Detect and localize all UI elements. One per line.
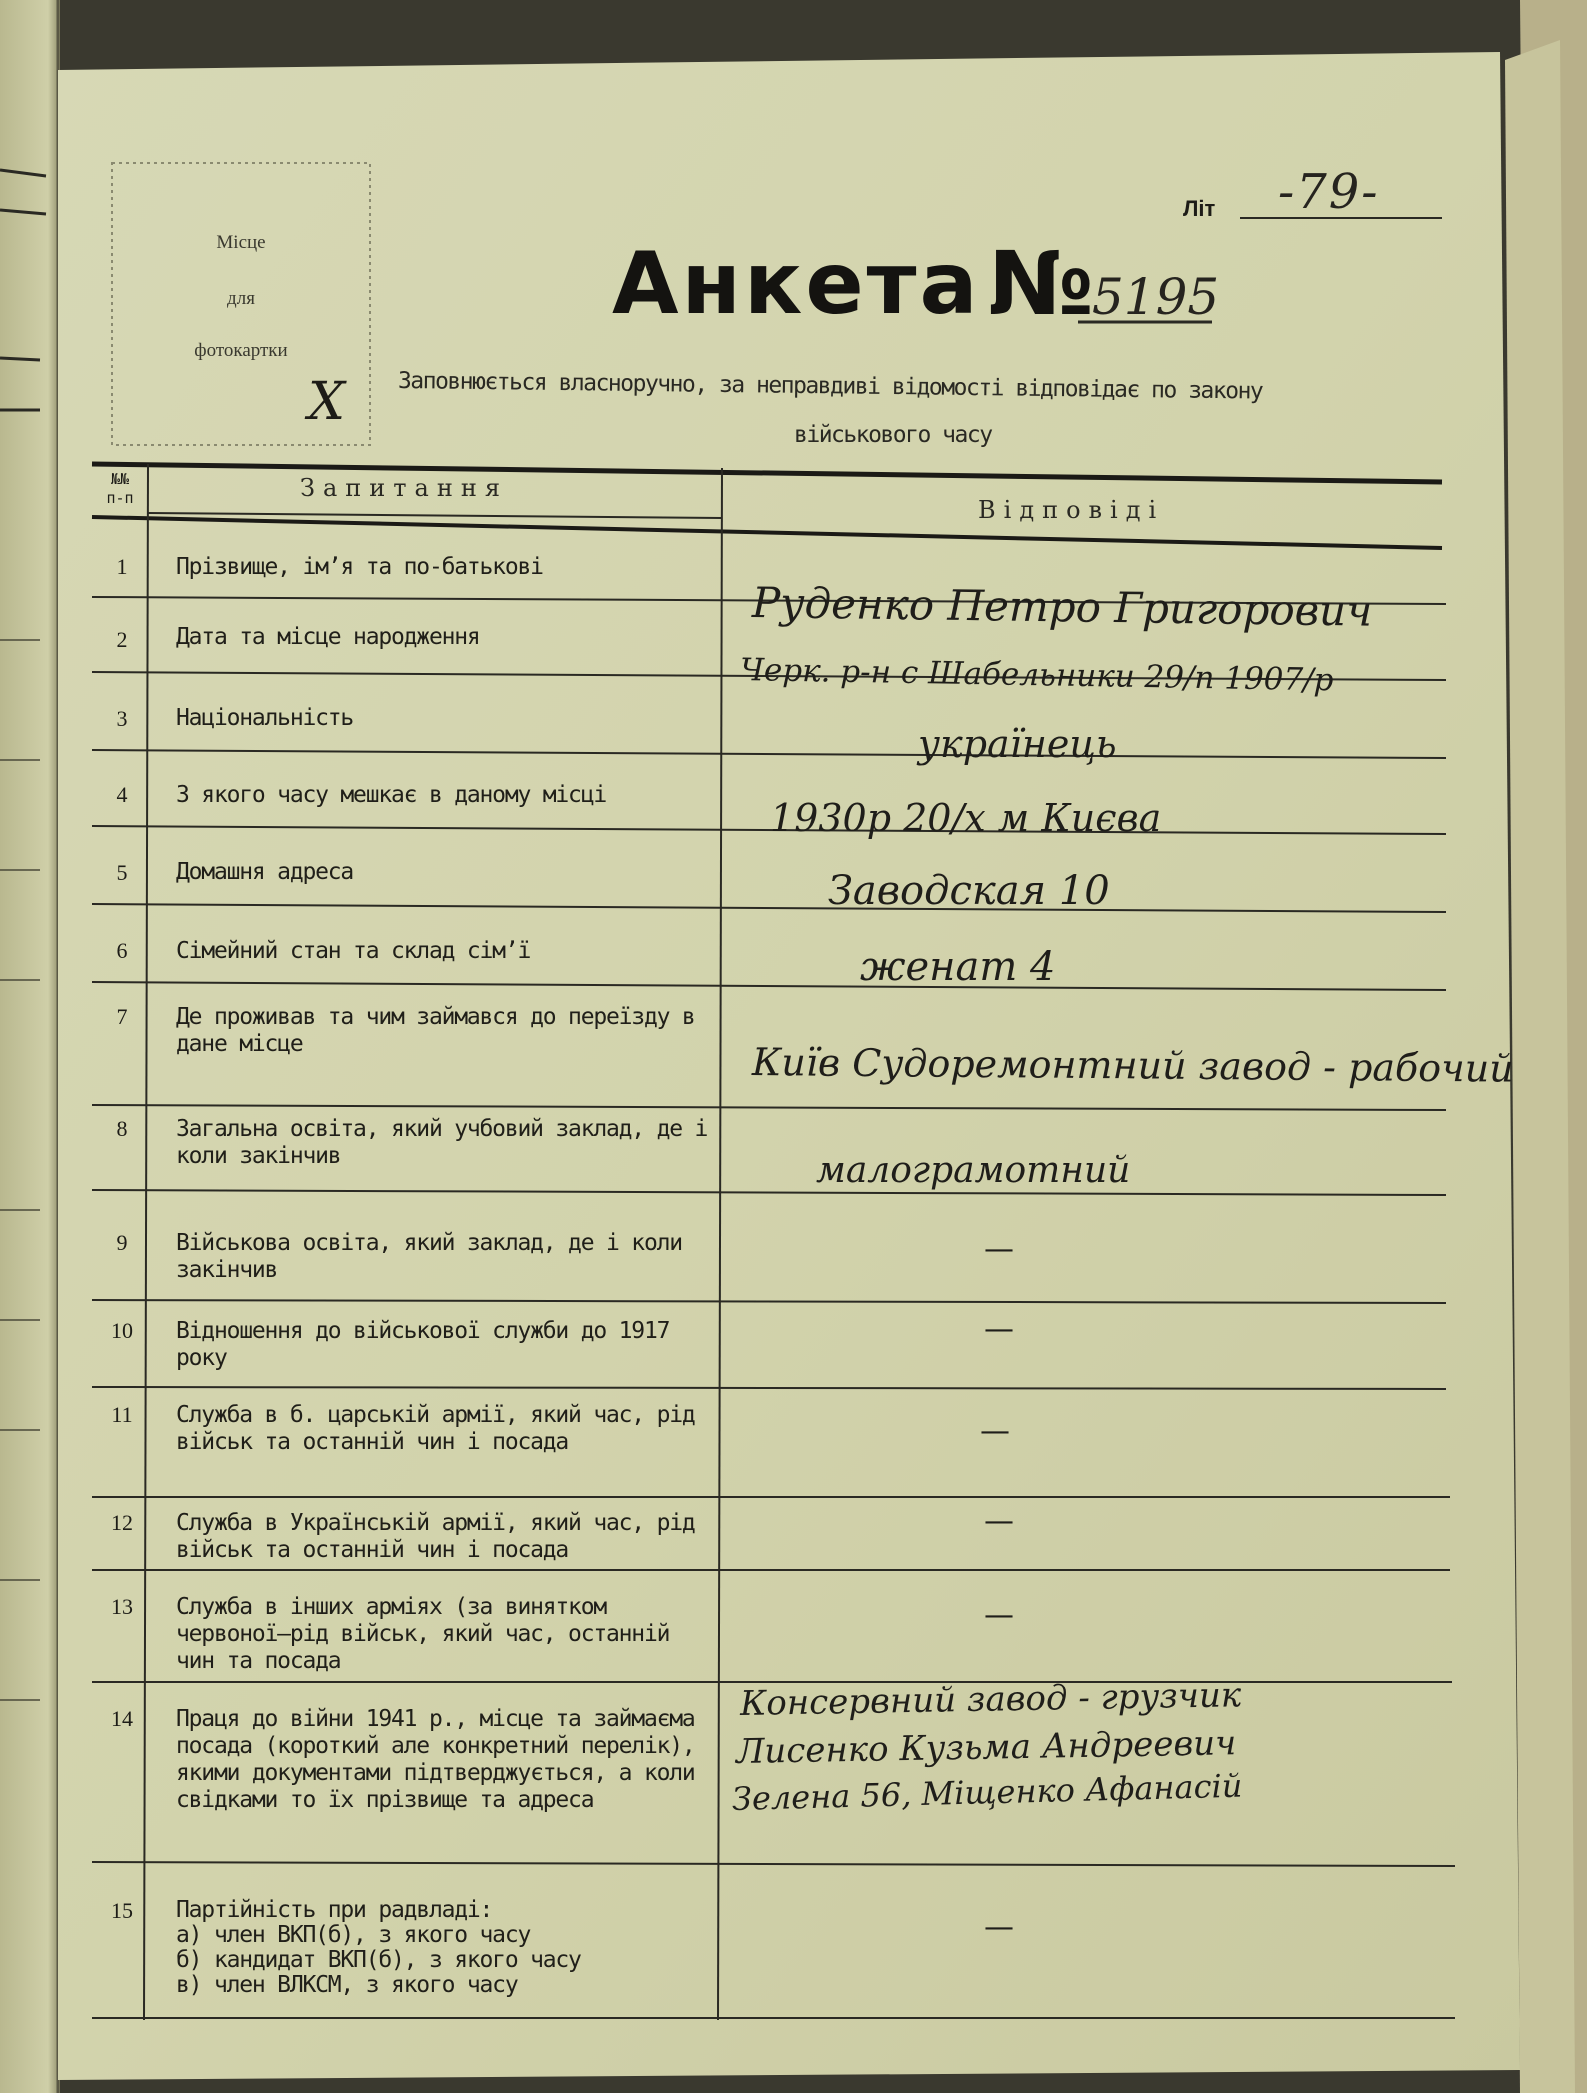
answer-line-2: Лисенко Кузьма Андреевич — [735, 1723, 1237, 1772]
question-text: Військова освіта, який заклад, де і коли закінчив — [176, 1230, 682, 1283]
row-number: 9 — [116, 1230, 128, 1255]
answer-dash: — — [984, 1504, 1014, 1539]
question-text: Сімейний стан та склад сімʼї — [176, 938, 531, 964]
lit-value: -79- — [1278, 164, 1380, 220]
photo-box-label-1: Місце — [216, 232, 266, 253]
form-number: 5195 — [1092, 268, 1220, 326]
photo-box-label-2: для — [227, 288, 255, 309]
header-num: №№ п-п — [106, 470, 134, 507]
answer-text: Черк. р-н с Шабельники 29/п 1907/р — [739, 652, 1334, 699]
question-text: Партійність при радвладі: а) член ВКП(б), з якого часу б) кандидат ВКП(б), з якого часу в) член ВЛКСМ, з якого часу — [176, 1897, 581, 1998]
row-number: 4 — [116, 782, 128, 807]
question-text: Де проживав та чим займався до переїзду в дане місце — [176, 1004, 695, 1057]
question-text: З якого часу мешкає в даному місці — [176, 782, 607, 808]
answer-text: Руденко Петро Григорович — [751, 578, 1373, 636]
header-answers: Відповіді — [978, 496, 1165, 524]
question-text: Національність — [176, 705, 354, 731]
photo-box-label-3: фотокартки — [194, 340, 288, 361]
answer-dash: — — [980, 1414, 1010, 1449]
form-title: Анкета — [612, 234, 981, 334]
row-number: 6 — [116, 938, 128, 963]
answer-line-1: Консервний завод - грузчик — [739, 1675, 1242, 1724]
answer-text: женат 4 — [860, 944, 1056, 990]
answer-text: Заводская 10 — [828, 868, 1110, 914]
question-text: Праця до війни 1941 р., місце та займаєма посада (короткий але конкретний перелік), якими документами підтверджується, а коли свідками то їх прізвище та адреса — [176, 1706, 695, 1813]
lit-label: Літ — [1183, 196, 1216, 221]
row-number: 2 — [116, 627, 128, 652]
row-number: 11 — [111, 1402, 133, 1427]
answer-text: Київ Судоремонтний завод - рабочий — [751, 1040, 1514, 1091]
answer-dash: — — [984, 1312, 1014, 1347]
answer-text: 1930р 20/х м Києва — [770, 796, 1162, 840]
row-number: 13 — [111, 1594, 133, 1619]
answer-dash: — — [984, 1598, 1014, 1633]
answer-dash: — — [984, 1232, 1014, 1267]
photo-box-mark: X — [308, 372, 346, 432]
row-number: 14 — [111, 1706, 133, 1731]
row-number: 10 — [111, 1318, 133, 1343]
answer-dash: — — [984, 1910, 1014, 1945]
question-text: Відношення до військової служби до 1917 року — [176, 1318, 670, 1371]
question-text: Служба в Українській армії, який час, рід військ та останній чин і посада — [176, 1510, 695, 1563]
row-number: 8 — [116, 1116, 128, 1141]
answer-line-3: Зелена 56, Міщенко Афанасій — [731, 1766, 1243, 1818]
instructions-line-1: Заповнюється власноручно, за неправдиві відомості відповідає по закону — [397, 368, 1263, 405]
header-questions: Запитання — [300, 474, 508, 502]
question-text: Дата та місце народження — [176, 624, 480, 650]
row-number: 3 — [116, 706, 128, 731]
instructions-line-2: військового часу — [794, 422, 992, 448]
row-number: 5 — [116, 860, 128, 885]
number-sign: № — [988, 232, 1094, 335]
question-text: Прізвище, імʼя та по-батькові — [176, 554, 543, 580]
question-text: Загальна освіта, який учбовий заклад, де і коли закінчив — [176, 1116, 708, 1169]
row-number: 7 — [116, 1004, 128, 1029]
answer-text: малограмотний — [816, 1150, 1131, 1191]
row-number: 15 — [111, 1898, 133, 1923]
row-number: 12 — [111, 1510, 133, 1535]
row-number: 1 — [116, 554, 128, 579]
answer-text: українець — [918, 722, 1117, 766]
question-text: Домашня адреса — [176, 859, 354, 885]
question-text: Служба в інших арміях (за винятком червоної—рід військ, який час, останній чин та посада — [176, 1594, 670, 1674]
question-text: Служба в б. царській армії, який час, рід військ та останній чин і посада — [176, 1402, 695, 1455]
